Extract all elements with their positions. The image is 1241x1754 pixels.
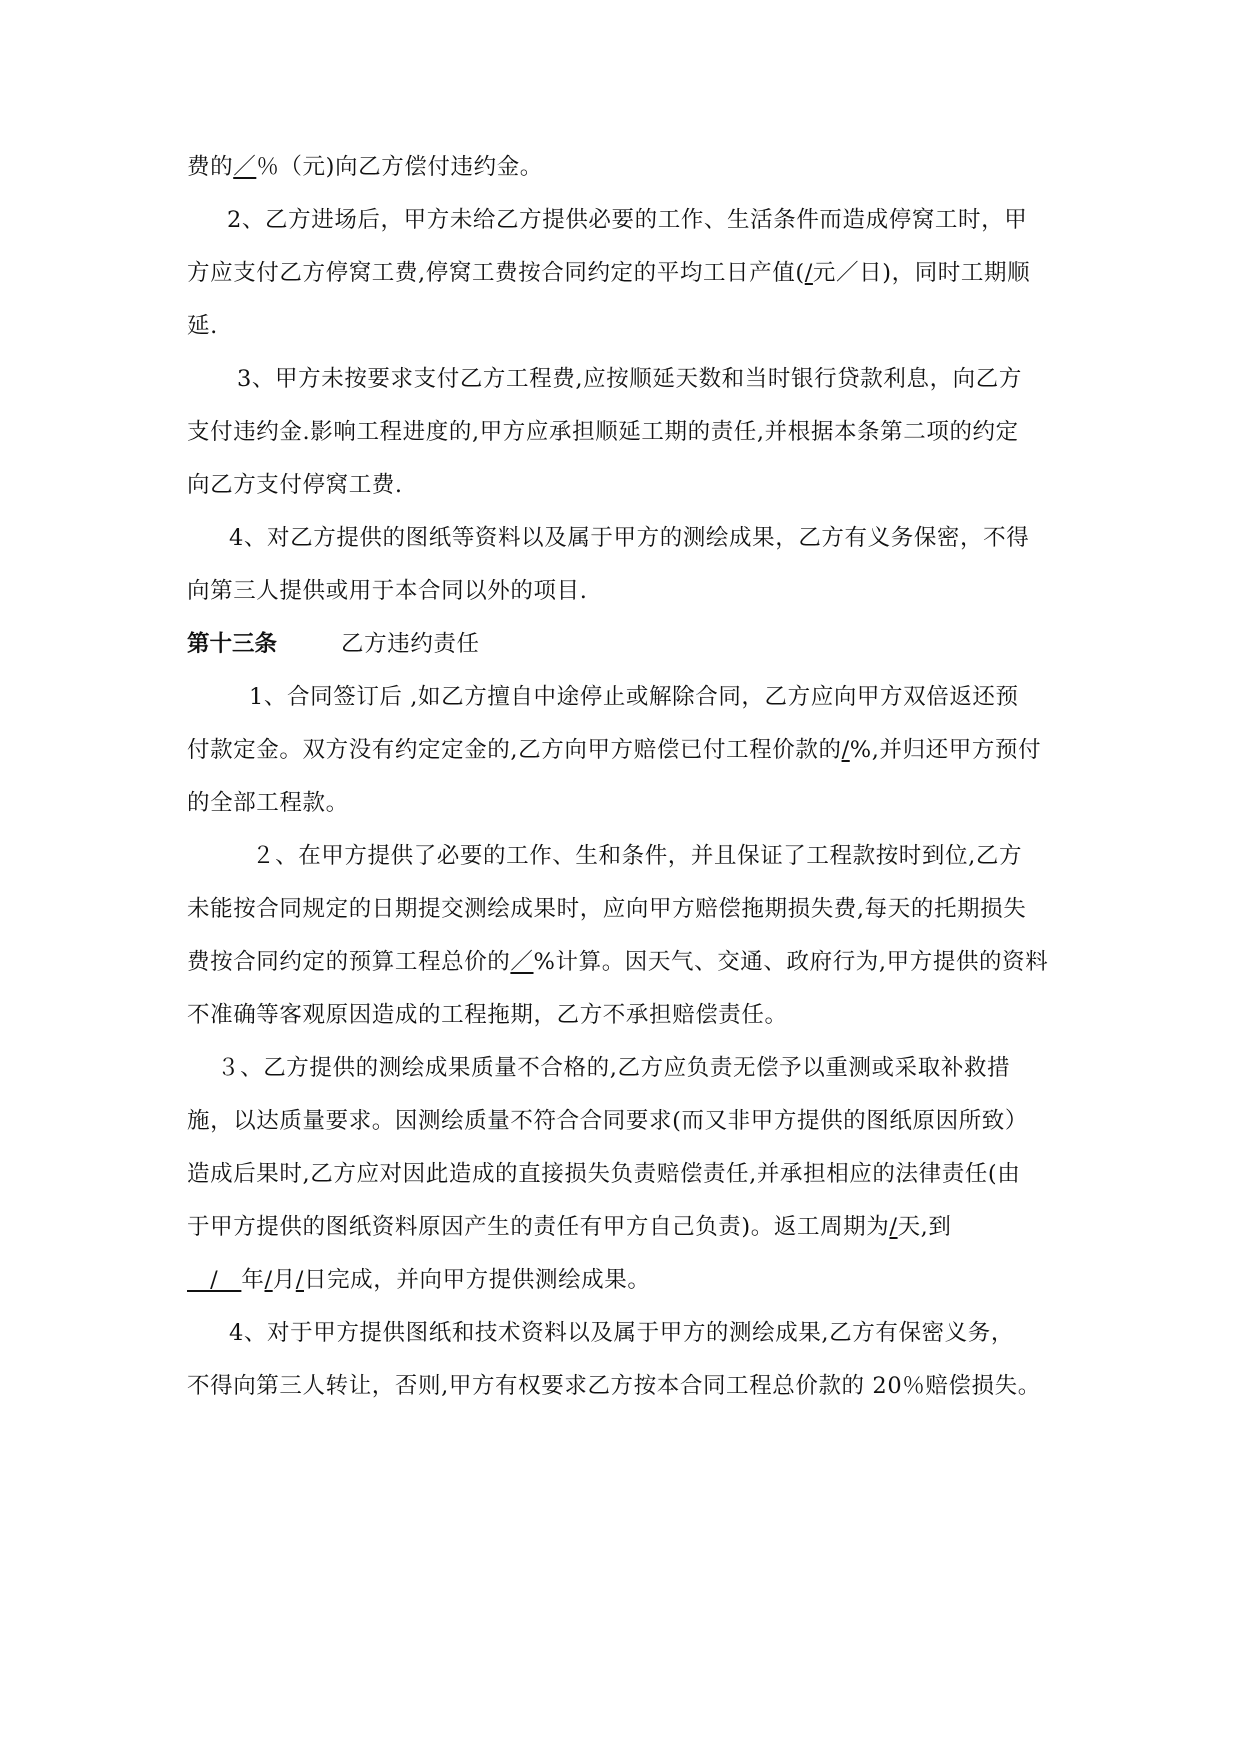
section-title: 乙方违约责任: [341, 631, 480, 657]
paragraph-line: [187, 258, 1030, 288]
text-run: 未能按合同规定的日期提交测绘成果时，应向甲方赔偿拖期损失费,每天的托期损失: [187, 896, 1027, 922]
blank-fill: ／: [233, 154, 257, 180]
text-run: 延.: [187, 313, 218, 339]
text-run: 年: [241, 1267, 265, 1293]
paragraph-line: [229, 523, 1029, 553]
text-run: 日完成，并向甲方提供测绘成果。: [303, 1267, 651, 1293]
text-run: 的全部工程款。: [187, 790, 349, 816]
text-run: 2、乙方进场后，甲方未给乙方提供必要的工作、生活条件而造成停窝工时，甲: [227, 207, 1028, 233]
text-run: 造成后果时,乙方应对因此造成的直接损失负责赔偿责任,并承担相应的法律责任(由: [187, 1161, 1021, 1187]
paragraph-line: [187, 1106, 1028, 1136]
paragraph-line: [237, 364, 1022, 394]
text-run: 4、对于甲方提供图纸和技术资料以及属于甲方的测绘成果,乙方有保密义务，: [229, 1320, 1014, 1346]
text-run: 元／日)，同时工期顺: [812, 260, 1031, 286]
paragraph-line: [187, 470, 403, 500]
paragraph-line: [187, 1000, 788, 1030]
paragraph-line: [217, 1053, 1010, 1083]
text-run: 月: [272, 1267, 296, 1293]
text-run: 向第三人提供或用于本合同以外的项目.: [187, 578, 588, 604]
paragraph-line: [187, 576, 587, 606]
blank-fill: /: [804, 260, 813, 286]
blank-fill: /: [841, 737, 850, 763]
text-run: 施，以达质量要求。因测绘质量不符合合同要求(而又非甲方提供的图纸原因所致）: [187, 1108, 1028, 1134]
text-run: 于甲方提供的图纸资料原因产生的责任有甲方自己负责)。返工周期为: [187, 1214, 890, 1240]
paragraph-line: [187, 1371, 1041, 1401]
paragraph-line: [187, 947, 1048, 977]
paragraph-line: [187, 735, 1041, 765]
section-number: 第十三条: [187, 631, 278, 657]
text-run: 不准确等客观原因造成的工程拖期，乙方不承担赔偿责任。: [187, 1002, 788, 1028]
paragraph-line: [252, 841, 1022, 871]
paragraph-line: [229, 1318, 1014, 1348]
text-run: 费的: [187, 154, 234, 180]
paragraph-line: [187, 788, 349, 818]
text-run: 付款定金。双方没有约定定金的,乙方向甲方赔偿已付工程价款的: [187, 737, 842, 763]
paragraph-line: [187, 417, 1019, 447]
text-run: 4、对乙方提供的图纸等资料以及属于甲方的测绘成果，乙方有义务保密，不得: [229, 525, 1030, 551]
text-run: 费按合同约定的预算工程总价的: [187, 949, 511, 975]
text-run: 天,到: [897, 1214, 952, 1240]
paragraph-line: [187, 152, 543, 182]
paragraph-line: [187, 1212, 952, 1242]
blank-fill: ／: [510, 949, 534, 975]
section-heading: [187, 629, 480, 659]
text-run: ％（元)向乙方偿付违约金。: [256, 154, 543, 180]
text-run: 向乙方支付停窝工费.: [187, 472, 403, 498]
text-run: 3、甲方未按要求支付乙方工程费,应按顺延天数和当时银行贷款利息，向乙方: [237, 366, 1022, 392]
text-run: %,并归还甲方预付: [849, 737, 1042, 763]
blank-fill: /: [264, 1267, 273, 1293]
text-run: 支付违约金.影响工程进度的,甲方应承担顺延工期的责任,并根据本条第二项的约定: [187, 419, 1019, 445]
blank-fill: /: [187, 1267, 242, 1293]
paragraph-line: [187, 1159, 1020, 1189]
text-run: ３、乙方提供的测绘成果质量不合格的,乙方应负责无偿予以重测或采取补救措: [217, 1055, 1011, 1081]
text-run: ２、在甲方提供了必要的工作、生和条件，并且保证了工程款按时到位,乙方: [252, 843, 1023, 869]
text-run: 方应支付乙方停窝工费,停窝工费按合同约定的平均工日产值(: [187, 260, 805, 286]
paragraph-line: [187, 311, 218, 341]
paragraph-line: [227, 205, 1027, 235]
paragraph-line: [187, 1265, 651, 1295]
paragraph-line: [187, 894, 1026, 924]
blank-fill: /: [889, 1214, 898, 1240]
text-run: 不得向第三人转让，否则,甲方有权要求乙方按本合同工程总价款的 20％赔偿损失。: [187, 1373, 1041, 1399]
text-run: 1、合同签订后 ,如乙方擅自中途停止或解除合同，乙方应向甲方双倍返还预: [249, 684, 1019, 710]
paragraph-line: [249, 682, 1019, 712]
blank-fill: /: [295, 1267, 304, 1293]
text-run: %计算。因天气、交通、政府行为,甲方提供的资料: [533, 949, 1049, 975]
